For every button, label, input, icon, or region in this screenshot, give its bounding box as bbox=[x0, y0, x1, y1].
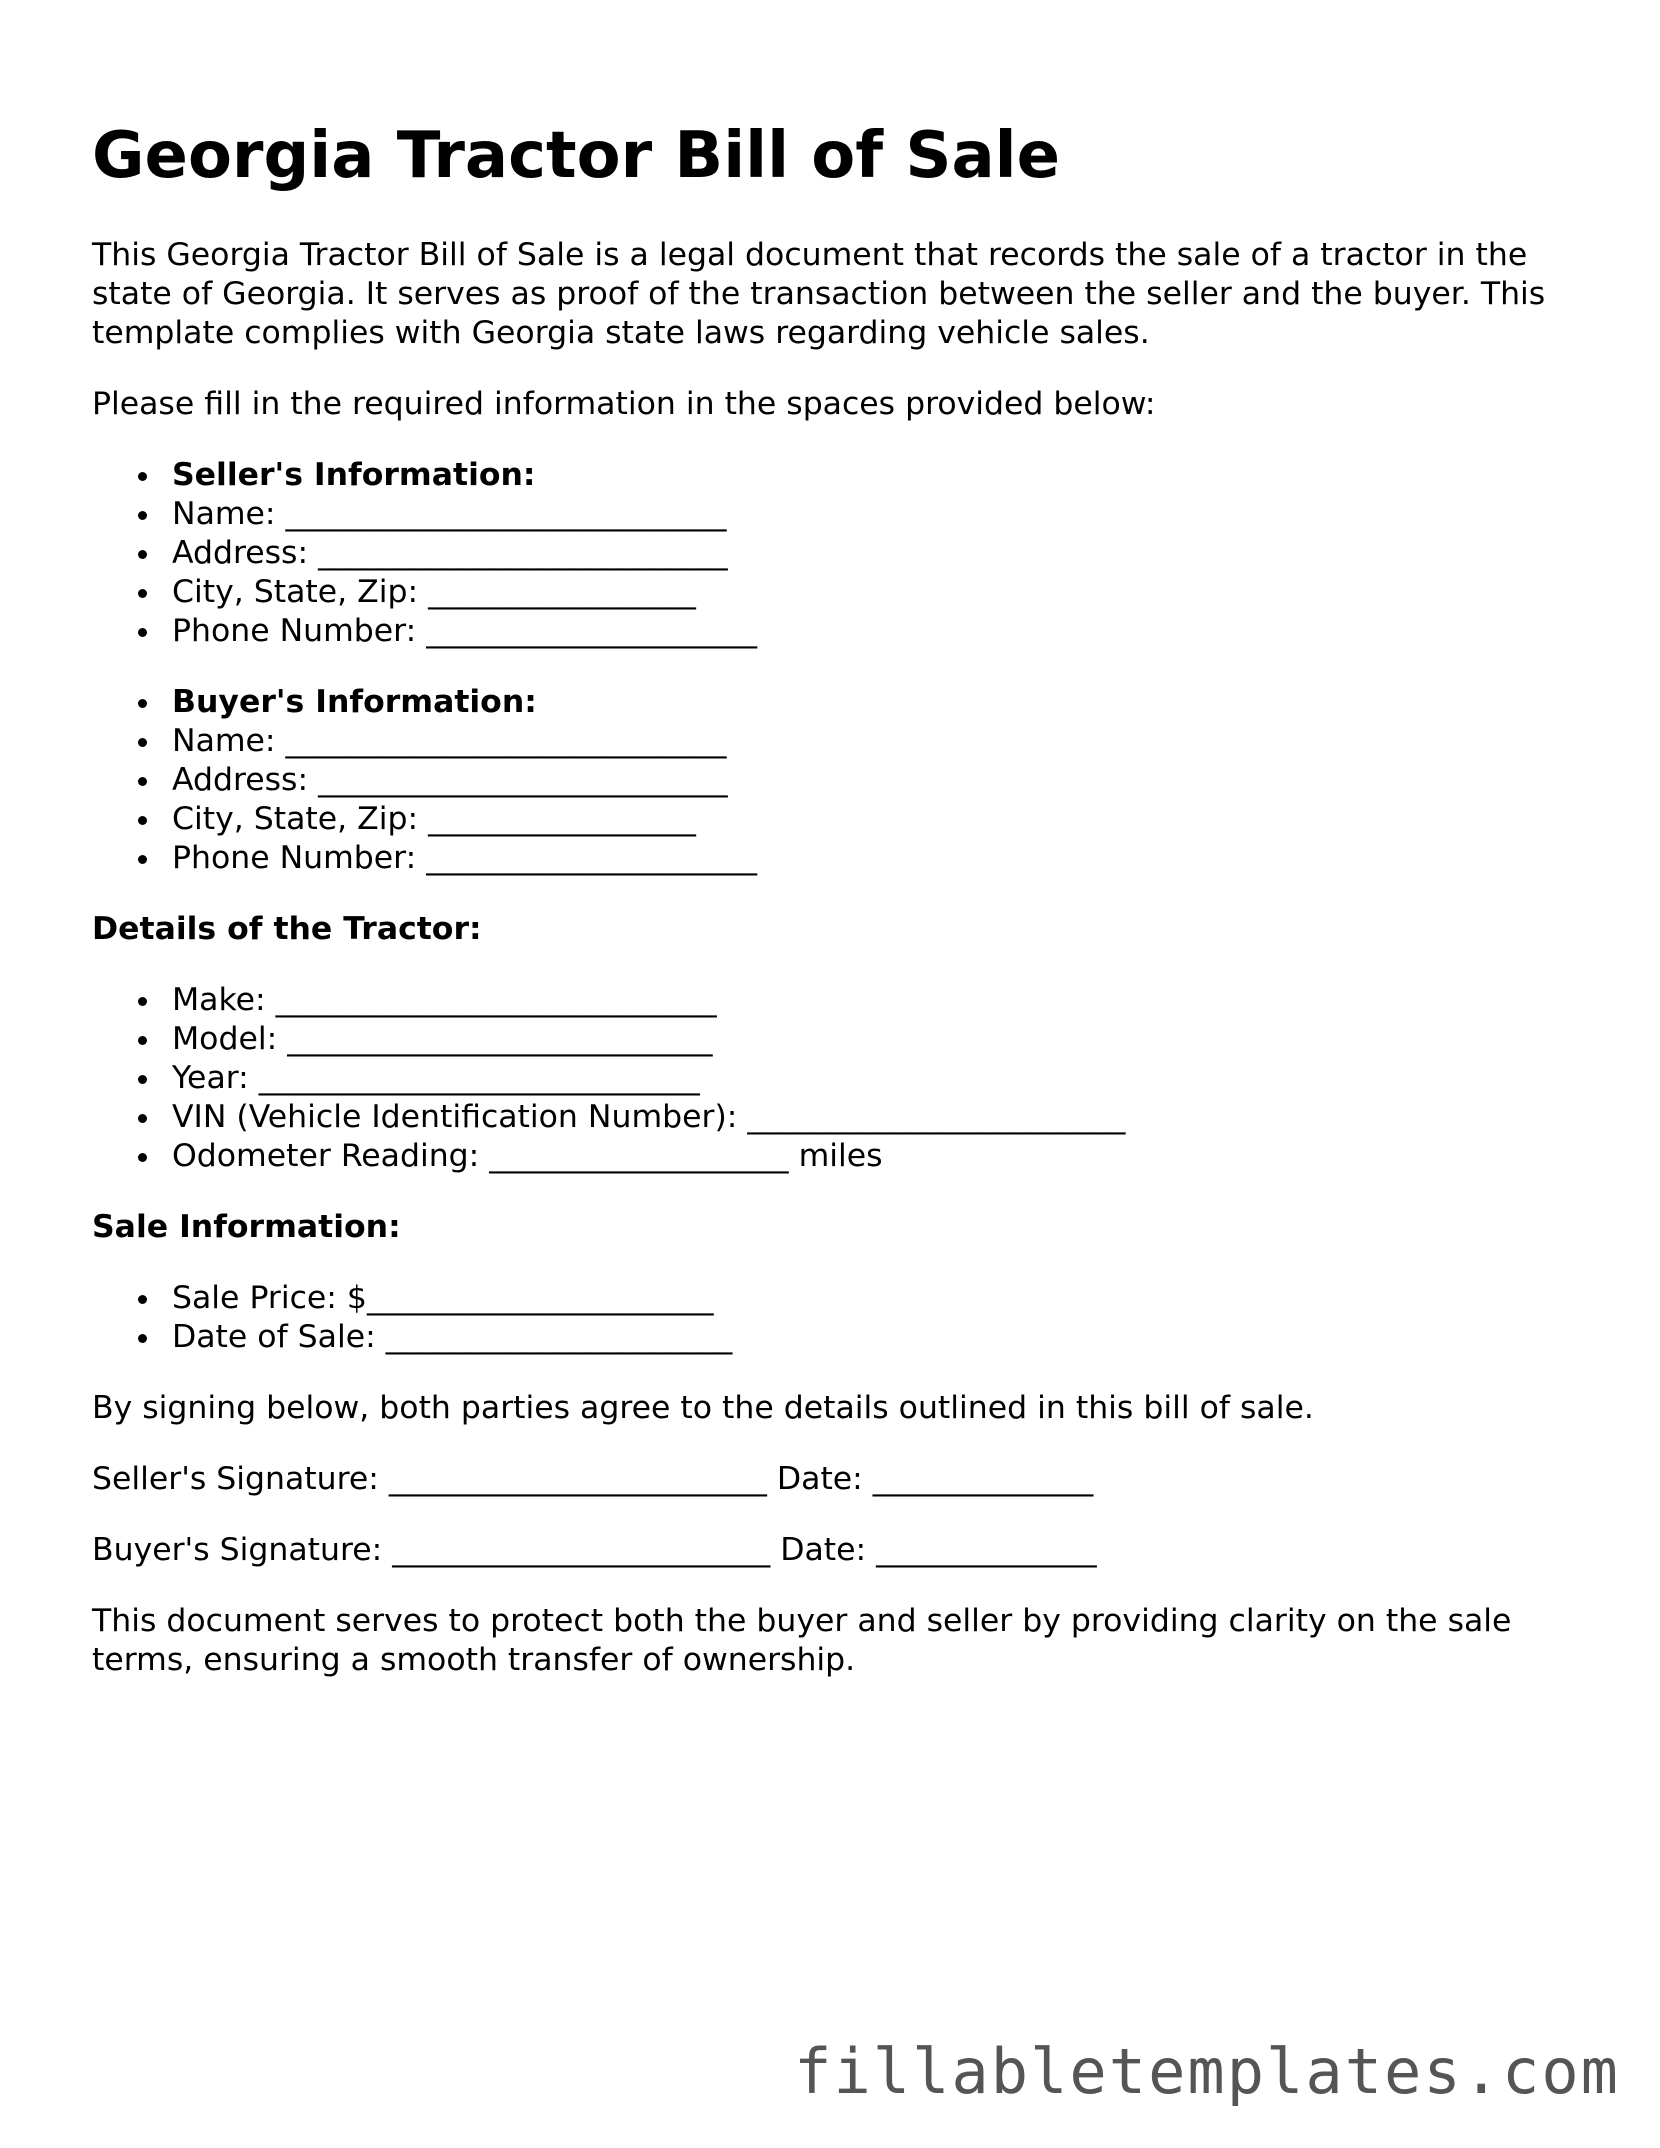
seller-name-field[interactable]: Name: ____________________________ bbox=[92, 495, 1582, 534]
buyer-phone-field[interactable]: Phone Number: _____________________ bbox=[92, 839, 1582, 878]
tractor-details-list bbox=[92, 981, 1582, 1176]
intro-paragraph: This Georgia Tractor Bill of Sale is a legal document that records the sale of a tractor in the state of Georgia. It serves as proof of the transaction between the seller and the buyer. This template complies with Georgia state laws regarding vehicle sales. bbox=[92, 237, 1546, 351]
document-page bbox=[92, 118, 1582, 1712]
seller-info-heading: Seller's Information: bbox=[92, 456, 1582, 495]
tractor-details-heading: Details of the Tractor: bbox=[92, 911, 482, 947]
tractor-vin-field[interactable]: VIN (Vehicle Identification Number): ________________________ bbox=[92, 1098, 1582, 1137]
buyer-signature-line[interactable]: Buyer's Signature: ________________________ Date: ______________ bbox=[92, 1532, 1097, 1568]
instruction-paragraph: Please fill in the required information in the spaces provided below: bbox=[92, 386, 1156, 422]
seller-phone-field[interactable]: Phone Number: _____________________ bbox=[92, 612, 1582, 651]
document-title: Georgia Tractor Bill of Sale bbox=[92, 119, 1060, 193]
sale-info-list bbox=[92, 1279, 1582, 1357]
watermark-logo: fillabletemplates.com bbox=[794, 2035, 1620, 2108]
sale-price-field[interactable]: Sale Price: $______________________ bbox=[92, 1279, 1582, 1318]
tractor-make-field[interactable]: Make: ____________________________ bbox=[92, 981, 1582, 1020]
tractor-odometer-field[interactable]: Odometer Reading: ___________________ miles bbox=[92, 1137, 1582, 1176]
buyer-info-list bbox=[92, 683, 1582, 878]
buyer-city-state-zip-field[interactable]: City, State, Zip: _________________ bbox=[92, 800, 1582, 839]
buyer-name-field[interactable]: Name: ____________________________ bbox=[92, 722, 1582, 761]
tractor-model-field[interactable]: Model: ___________________________ bbox=[92, 1020, 1582, 1059]
seller-address-field[interactable]: Address: __________________________ bbox=[92, 534, 1582, 573]
closing-paragraph: This document serves to protect both the buyer and seller by providing clarity on the sale terms, ensuring a smooth transfer of ownership. bbox=[92, 1603, 1512, 1678]
sale-info-heading: Sale Information: bbox=[92, 1209, 401, 1245]
buyer-info-heading: Buyer's Information: bbox=[92, 683, 1582, 722]
seller-city-state-zip-field[interactable]: City, State, Zip: _________________ bbox=[92, 573, 1582, 612]
seller-signature-line[interactable]: Seller's Signature: ________________________ Date: ______________ bbox=[92, 1461, 1094, 1497]
seller-info-list bbox=[92, 456, 1582, 651]
tractor-year-field[interactable]: Year: ____________________________ bbox=[92, 1059, 1582, 1098]
sale-date-field[interactable]: Date of Sale: ______________________ bbox=[92, 1318, 1582, 1357]
buyer-address-field[interactable]: Address: __________________________ bbox=[92, 761, 1582, 800]
agreement-paragraph: By signing below, both parties agree to the details outlined in this bill of sale. bbox=[92, 1390, 1314, 1426]
